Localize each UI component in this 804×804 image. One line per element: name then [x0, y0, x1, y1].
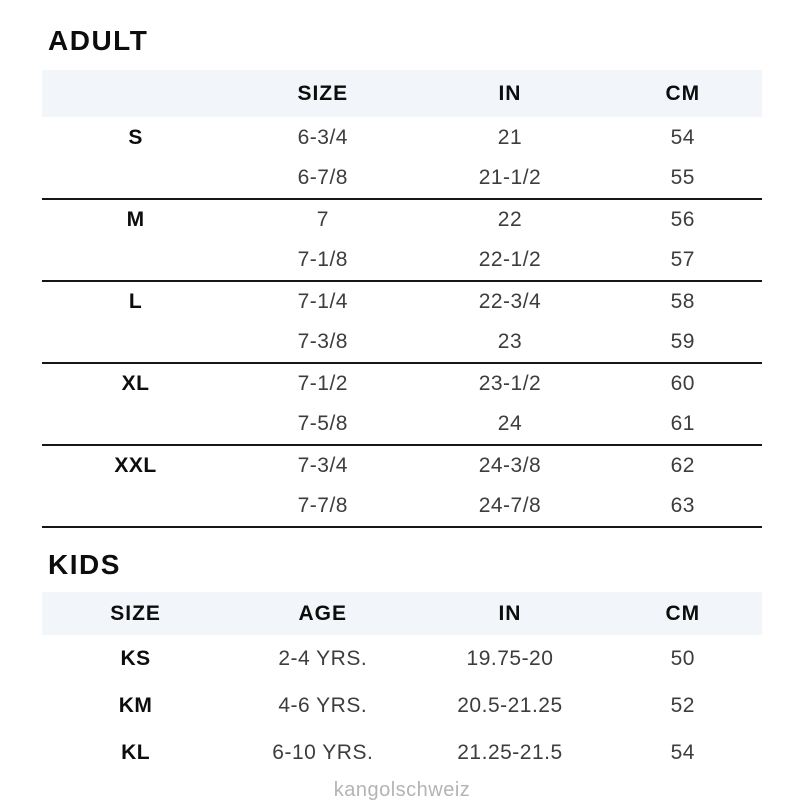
- kids-section-title: KIDS: [48, 549, 121, 580]
- size-group-label: [42, 322, 229, 363]
- cm-value: 58: [670, 290, 695, 313]
- age-value: 6-10 YRS.: [272, 740, 374, 764]
- table-row: [42, 486, 762, 527]
- age-value: 2-4 YRS.: [278, 646, 368, 670]
- size-value: 6-7/8: [229, 158, 416, 199]
- size-group-label: [42, 158, 229, 199]
- adult-header-blank: [42, 70, 229, 117]
- size-group-label: M: [126, 208, 145, 231]
- cm-value: 50: [670, 646, 695, 670]
- cm-value: 60: [670, 372, 695, 395]
- size-group-label: [42, 240, 229, 281]
- cm-value: 54: [670, 740, 695, 764]
- size-group-label: [42, 404, 229, 445]
- size-value: 7-3/4: [297, 454, 348, 477]
- size-group-label: XXL: [114, 454, 157, 477]
- table-row: [42, 199, 762, 240]
- table-row: [42, 117, 762, 158]
- table-row: [42, 363, 762, 404]
- size-group-label: L: [128, 290, 143, 313]
- inches-value: 24: [416, 404, 603, 445]
- inches-value: 22-1/2: [416, 240, 603, 281]
- inches-value: 20.5-21.25: [457, 693, 563, 717]
- cm-value: 59: [604, 322, 762, 363]
- size-value: 7-1/4: [297, 290, 348, 313]
- adult-header-size: SIZE: [229, 70, 416, 117]
- table-row: [42, 322, 762, 363]
- cm-value: 63: [604, 486, 762, 527]
- size-group-label: S: [128, 125, 143, 149]
- kids-header-age: AGE: [229, 592, 416, 635]
- cm-value: 57: [604, 240, 762, 281]
- adult-section-title: ADULT: [48, 25, 149, 56]
- size-group-label: KS: [120, 646, 151, 670]
- table-row: [42, 635, 762, 682]
- cm-value: 55: [604, 158, 762, 199]
- inches-value: 23-1/2: [478, 372, 542, 395]
- kids-size-table: [42, 592, 762, 776]
- inches-value: 24-3/8: [478, 454, 542, 477]
- size-value: 7-1/8: [229, 240, 416, 281]
- size-group-label: KM: [118, 693, 153, 717]
- size-value: 7-7/8: [229, 486, 416, 527]
- cm-value: 56: [670, 208, 695, 231]
- table-row: [42, 729, 762, 776]
- adult-header-cm: CM: [604, 70, 762, 117]
- table-row: [42, 404, 762, 445]
- adult-size-table: [42, 70, 762, 528]
- adult-header-in: IN: [416, 70, 603, 117]
- size-value: 7-5/8: [229, 404, 416, 445]
- age-value: 4-6 YRS.: [278, 693, 368, 717]
- inches-value: 21-1/2: [416, 158, 603, 199]
- kids-header-cm: CM: [604, 592, 762, 635]
- inches-value: 21.25-21.5: [457, 740, 563, 764]
- cm-value: 54: [670, 125, 695, 149]
- size-value: 7-3/8: [229, 322, 416, 363]
- inches-value: 22-3/4: [478, 290, 542, 313]
- size-group-label: KL: [121, 740, 151, 764]
- table-row: [42, 281, 762, 322]
- kids-header-size: SIZE: [42, 592, 229, 635]
- size-value: 6-3/4: [297, 125, 348, 149]
- kids-header-in: IN: [416, 592, 603, 635]
- inches-value: 23: [416, 322, 603, 363]
- size-group-label: XL: [121, 372, 150, 395]
- adult-table-header-row: [42, 70, 762, 117]
- size-value: 7-1/2: [297, 372, 348, 395]
- cm-value: 52: [670, 693, 695, 717]
- table-row: [42, 158, 762, 199]
- cm-value: 61: [604, 404, 762, 445]
- table-row: [42, 682, 762, 729]
- size-value: 7: [316, 208, 329, 231]
- inches-value: 22: [497, 208, 523, 231]
- inches-value: 21: [497, 125, 523, 149]
- table-row: [42, 445, 762, 486]
- inches-value: 19.75-20: [466, 646, 554, 670]
- watermark-text: kangolschweiz: [333, 779, 471, 801]
- inches-value: 24-7/8: [416, 486, 603, 527]
- table-row: [42, 240, 762, 281]
- cm-value: 62: [670, 454, 695, 477]
- kids-table-header-row: [42, 592, 762, 635]
- size-group-label: [42, 486, 229, 527]
